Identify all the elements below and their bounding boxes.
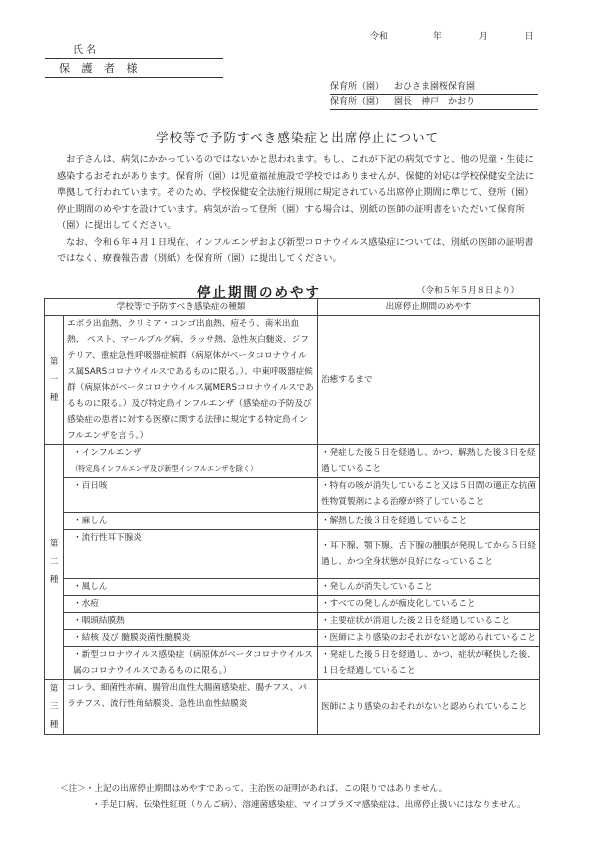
period-cell: ・耳下腺、顎下腺、舌下腺の腫脹が発現してから５日経過し、かつ全身状態が良好になっていること (318, 530, 540, 579)
period-cell: ・すべての発しんが痂皮化していること (318, 596, 540, 613)
table-row-group3 (45, 680, 540, 735)
disease-cell: ・新型コロナウイルス感染症（病原体がベータコロナウイルス属のコロナウイルスであるものに限る。） (64, 647, 318, 680)
date-month: 月 (478, 32, 488, 42)
group1-disease: エボラ出血熱、クリミア・コンゴ出血熱、痘そう、南米出血熱、 ペスト、マールブルグ病、ラッサ熱、急性灰白髄炎、ジフテリア、重症急性呼吸器症候群（病原体がベータコロナウイルス属SARSコロナウイルスであるものに限る。）、中東呼吸器症候群（病原体がベータコロナウイルス属MERSコロナウイルスであるものに限る。）及び特定鳥インフルエンザ（感染症の予防及び感染症の患者に対する医療に関する法律に規定する特定鳥インフルエンザを言う。） (64, 316, 318, 445)
period-cell: ・主要症状が消退した後２日を経過していること (318, 613, 540, 630)
table-row (45, 596, 540, 613)
body-paragraph: なお、令和６年４月１日現在、インフルエンザおよび新型コロナウイルス感染症については、別紙の医師の証明書ではなく、療養報告書（別紙）を保育所（園）に提出してください。 (57, 236, 534, 264)
disease-cell: ・結核 及び 髄膜炎菌性髄膜炎 (64, 630, 318, 647)
document-title: 学校等で予防すべき感染症と出席停止について (155, 130, 439, 145)
group3-disease: コレラ、細菌性赤痢、腸管出血性大腸菌感染症、腸チフス、パラチフス、流行性角結膜炎、急性出血性結膜炎 (64, 680, 318, 735)
sender-row-director (330, 95, 538, 110)
suspension-table (44, 298, 540, 735)
sender-block (330, 80, 538, 110)
table-title: 停止期間のめやす (197, 285, 321, 301)
sender-name: 園長 神戸 かおり (394, 97, 476, 107)
group3-period: 医師により感染のおそれがないと認められていること (318, 680, 540, 735)
date-year: 年 (432, 32, 442, 42)
disease-cell: ・咽頭結膜熱 (64, 613, 318, 630)
guardian-label: 保 護 者 様 (45, 61, 223, 78)
disease-cell: ・百日咳 (64, 478, 318, 513)
table-effective-date: （令和５年５月８日より） (417, 286, 520, 296)
sender-label: 保育所（園） (330, 82, 385, 92)
period-cell: ・医師により感染のおそれがないと認められていること (318, 630, 540, 647)
sender-name: おひさま園桜保育園 (394, 82, 476, 92)
group-label-3: 第三種 (45, 680, 64, 735)
table-row (45, 530, 540, 579)
table-row (45, 478, 540, 513)
recipient-name-label: 氏 名 (45, 44, 223, 59)
period-cell: ・発症した後５日を経過し、かつ、解熱した後３日を経過していること (318, 445, 540, 478)
header-period: 出席停止期間のめやす (318, 299, 540, 316)
footnote: ・手足口病、伝染性紅斑（りんご病）、溶連菌感染症、マイコプラズマ感染症は、出席停止扱いにはなりません。 (92, 800, 526, 810)
group-label-1: 第一種 (45, 316, 64, 445)
period-cell: ・発症した後５日を経過し、かつ、症状が軽快した後、１日を経過していること (318, 647, 540, 680)
disease-cell: ・流行性耳下腺炎 (64, 530, 318, 579)
table-row (45, 513, 540, 530)
footnote: ＜注＞・上記の出席停止期間はめやすであって、主治医の証明があれば、この限りではありません。 (60, 784, 448, 794)
sender-label: 保育所（園） (330, 97, 385, 107)
header-disease: 学校等で予防すべき感染症の種類 (45, 299, 318, 316)
period-cell: ・特有の咳が消失していること又は５日間の適正な抗菌性物質製剤による治療が終了していること (318, 478, 540, 513)
body-text (57, 152, 540, 268)
period-cell: ・解熱した後３日を経過していること (318, 513, 540, 530)
table-row-group1 (45, 316, 540, 445)
table-header-row (45, 299, 540, 316)
date-era: 令和 (370, 32, 389, 42)
table-row (45, 647, 540, 680)
table-row (45, 445, 540, 478)
table-row (45, 630, 540, 647)
table-row (45, 579, 540, 596)
disease-cell: ・風しん (64, 579, 318, 596)
group1-period: 治癒するまで (318, 316, 540, 445)
disease-cell: ・水痘 (64, 596, 318, 613)
date-line (370, 29, 534, 42)
disease-cell: ・麻しん (64, 513, 318, 530)
period-cell: ・発しんが消失していること (318, 579, 540, 596)
table-row (45, 613, 540, 630)
disease-sub-note: （特定鳥インフルエンザ及び新型インフルエンザを除く） (71, 464, 258, 473)
date-day: 日 (524, 32, 534, 42)
sender-row-facility (330, 80, 538, 95)
body-paragraph: お子さんは、病気にかかっているのではないかと思われます。もし、これが下記の病気ですと、他の児童・生徒に感染するおそれがあります。保育所（園）は児童福祉施設で学校ではありませんが、保健的対応は学校保健安全法に準拠して行われています。そのため、学校保健安全法施行規則に規定されている出席停止期間に準じて、登所（園）停止期間のめやすを設けています。病気が治って登所（園）する場合は、別紙の医師の証明書をいただいて保育所（園）に提出してください。 (57, 154, 535, 231)
recipient-block (45, 44, 223, 78)
group-label-2: 第二種 (45, 445, 64, 680)
disease-cell: ・インフルエンザ （特定鳥インフルエンザ及び新型インフルエンザを除く） (64, 445, 318, 478)
